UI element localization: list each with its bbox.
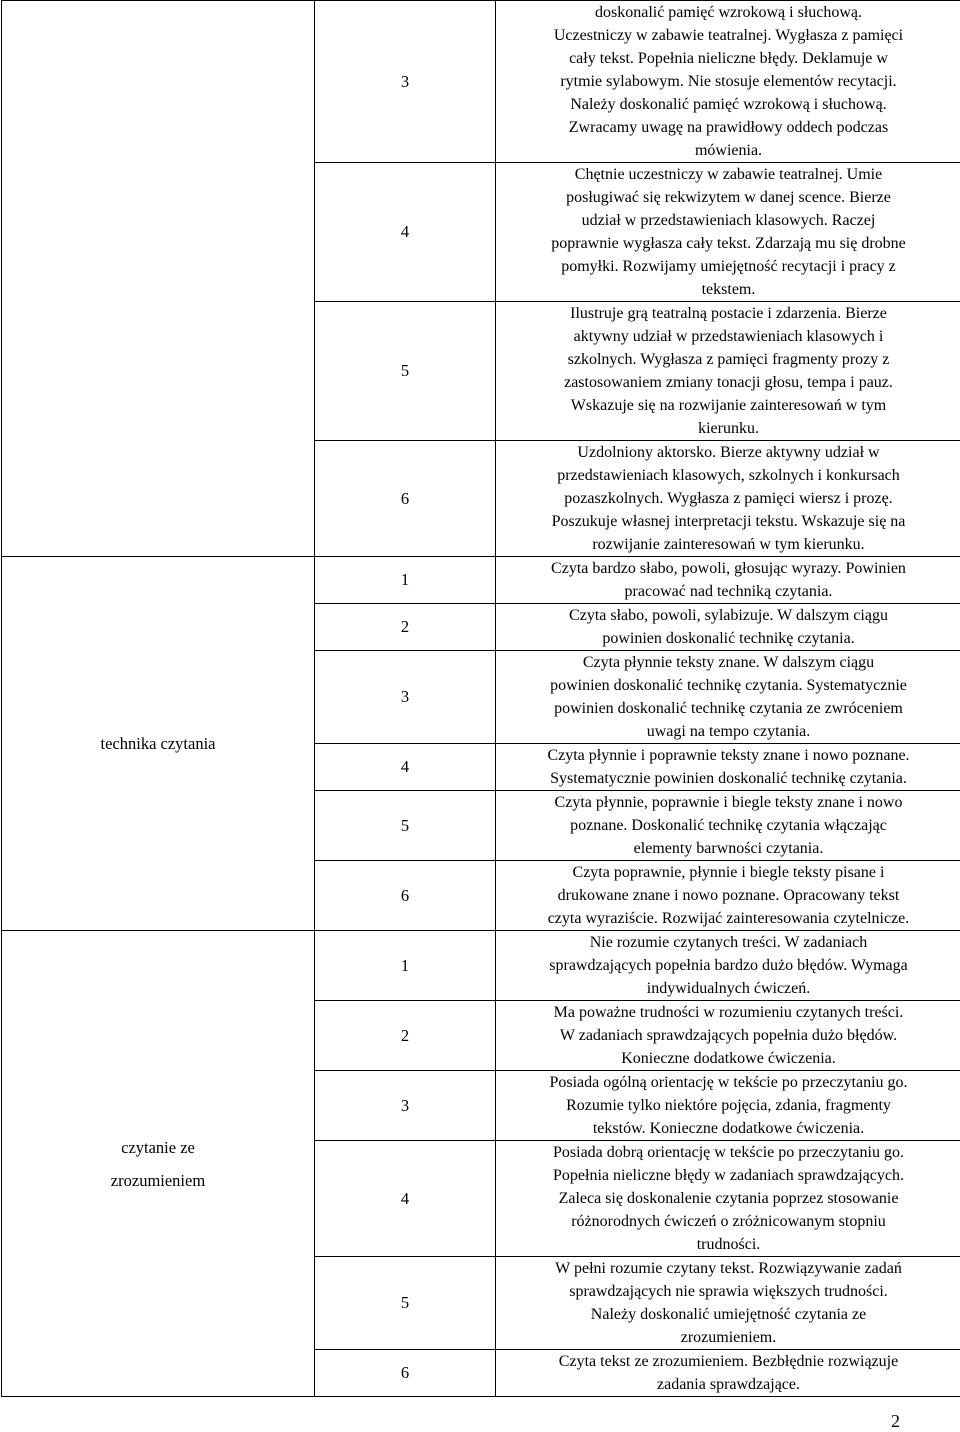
description-line: udział w przedstawieniach klasowych. Raczej [581, 212, 876, 229]
description-line: powinien doskonalić technikę czytania. [602, 630, 855, 647]
description-line: drukowane znane i nowo poznane. Opracowany tekst [557, 887, 900, 904]
description-line: zadania sprawdzające. [656, 1376, 800, 1393]
description-cell [496, 1, 960, 163]
grade-cell: 6 [315, 1350, 496, 1397]
description-cell [496, 1257, 960, 1350]
description-cell [496, 1001, 960, 1071]
description-line: Nie rozumie czytanych treści. W zadaniach [589, 934, 868, 951]
description-line: pracować nad techniką czytania. [624, 583, 833, 600]
grade-cell: 3 [315, 1071, 496, 1141]
grade-cell: 5 [315, 302, 496, 441]
description-line: Zwracamy uwagę na prawidłowy oddech podczas [568, 119, 889, 136]
description-line: Uzdolniony aktorsko. Bierze aktywny udział w [577, 444, 880, 461]
description-line: elementy barwności czytania. [633, 840, 824, 857]
description-line: mówienia. [694, 142, 763, 159]
description-line: Wskazuje się na rozwijanie zainteresowań w tym [570, 397, 887, 414]
grade-cell: 5 [315, 1257, 496, 1350]
description-line: poznane. Doskonalić technikę czytania włączając [570, 817, 887, 834]
description-line: Systematycznie powinien doskonalić technikę czytania. [550, 770, 907, 787]
description-line: tekstem. [701, 281, 756, 298]
grade-cell: 5 [315, 791, 496, 861]
description-cell [496, 651, 960, 744]
description-line: rytmie sylabowym. Nie stosuje elementów recytacji. [560, 73, 897, 90]
description-line: Należy doskonalić pamięć wzrokową i słuchową. [570, 96, 887, 113]
description-line: Ilustruje grą teatralną postacie i zdarzenia. Bierze [570, 305, 887, 322]
grade-cell: 4 [315, 744, 496, 791]
description-line: Poszukuje własnej interpretacji tekstu. Wskazuje się na [551, 513, 906, 530]
description-line: Chętnie uczestniczy w zabawie teatralnej. Umie [574, 166, 883, 183]
description-line: Czyta tekst ze zrozumieniem. Bezbłędnie rozwiązuje [558, 1353, 899, 1370]
description-line: Czyta bardzo słabo, powoli, głosując wyrazy. Powinien [551, 560, 906, 577]
description-line: czyta wyraziście. Rozwijać zainteresowania czytelnicze. [547, 910, 910, 927]
category-cell [2, 931, 315, 1397]
description-cell [496, 931, 960, 1001]
table-body [2, 1, 960, 1397]
description-line: zrozumieniem. [680, 1329, 777, 1346]
description-line: Należy doskonalić umiejętność czytania ze [590, 1306, 867, 1323]
category-cell-empty [2, 1, 315, 557]
description-line: Czyta słabo, powoli, sylabizuje. W dalszym ciągu [569, 607, 888, 624]
grade-cell: 1 [315, 557, 496, 604]
description-cell [496, 557, 960, 604]
description-cell [496, 441, 960, 557]
description-line: cały tekst. Popełnia nieliczne błędy. Deklamuje w [569, 50, 888, 67]
description-cell [496, 861, 960, 931]
description-line: tekstów. Konieczne dodatkowe ćwiczenia. [592, 1120, 865, 1137]
grade-cell: 6 [315, 861, 496, 931]
description-cell [496, 791, 960, 861]
description-line: pozaszkolnych. Wygłasza z pamięci wiersz i prozę. [564, 490, 893, 507]
description-line: szkolnych. Wygłasza z pamięci fragmenty prozy z [567, 351, 890, 368]
description-cell [496, 1071, 960, 1141]
description-cell [496, 302, 960, 441]
description-line: W pełni rozumie czytany tekst. Rozwiązywanie zadań [555, 1260, 902, 1277]
description-line: aktywny udział w przedstawieniach klasowych i [573, 328, 884, 345]
grade-cell: 2 [315, 1001, 496, 1071]
description-line: Czyta płynnie teksty znane. W dalszym ciągu [582, 654, 875, 671]
description-line: poprawnie wygłasza cały tekst. Zdarzają mu się drobne [551, 235, 906, 252]
description-line: sprawdzających nie sprawia większych trudności. [569, 1283, 888, 1300]
grade-cell: 2 [315, 604, 496, 651]
grade-cell: 3 [315, 651, 496, 744]
table-row [2, 557, 960, 604]
description-line: Rozumie tylko niektóre pojęcia, zdania, fragmenty [566, 1097, 891, 1114]
description-line: sprawdzających popełnia bardzo dużo błędów. Wymaga [549, 957, 908, 974]
grade-cell: 4 [315, 1141, 496, 1257]
description-line: uwagi na tempo czytania. [646, 723, 811, 740]
description-line: doskonalić pamięć wzrokową i słuchową. [594, 4, 863, 21]
description-line: kierunku. [698, 420, 759, 437]
description-line: Popełnia nieliczne błędy w zadaniach sprawdzających. [553, 1167, 904, 1184]
description-line: Posiada ogólną orientację w tekście po przeczytaniu go. [549, 1074, 908, 1091]
description-cell [496, 1350, 960, 1397]
grade-cell: 1 [315, 931, 496, 1001]
category-line: czytanie ze [121, 1137, 195, 1157]
description-line: powinien doskonalić technikę czytania ze zwróceniem [554, 700, 903, 717]
description-line: Czyta płynnie, poprawnie i biegle teksty znane i nowo [554, 794, 903, 811]
description-line: powinien doskonalić technikę czytania. Systematycznie [550, 677, 907, 694]
grade-cell: 3 [315, 1, 496, 163]
description-line: Posiada dobrą orientację w tekście po przeczytaniu go. [553, 1144, 904, 1161]
table-row [2, 1, 960, 163]
description-line: pomyłki. Rozwijamy umiejętność recytacji i pracy z [561, 258, 896, 275]
category-cell: technika czytania [2, 557, 315, 931]
description-line: Uczestniczy w zabawie teatralnej. Wygłasza z pamięci [553, 27, 904, 44]
description-line: posługiwać się rekwizytem w danej scence. Bierze [566, 189, 891, 206]
description-line: W zadaniach sprawdzających popełnia dużo błędów. [559, 1027, 898, 1044]
description-line: Zaleca się doskonalenie czytania poprzez stosowanie [558, 1190, 899, 1207]
description-line: Czyta poprawnie, płynnie i biegle teksty pisane i [572, 864, 885, 881]
table-row [2, 931, 960, 1001]
description-line: zastosowaniem zmiany tonacji głosu, tempa i pauz. [564, 374, 893, 391]
page-number: 2 [891, 1411, 900, 1431]
grade-cell: 6 [315, 441, 496, 557]
description-cell [496, 163, 960, 302]
description-line: trudności. [696, 1236, 761, 1253]
description-line: Ma poważne trudności w rozumieniu czytanych treści. [553, 1004, 904, 1021]
description-line: przedstawieniach klasowych, szkolnych i konkursach [557, 467, 900, 484]
category-line: zrozumieniem [110, 1170, 206, 1190]
description-line: Czyta płynnie i poprawnie teksty znane i nowo poznane. [547, 747, 910, 764]
grading-criteria-table [1, 0, 960, 1397]
description-line: Konieczne dodatkowe ćwiczenia. [621, 1050, 836, 1067]
grade-cell: 4 [315, 163, 496, 302]
description-cell [496, 604, 960, 651]
description-line: różnorodnych ćwiczeń o zróżnicowanym stopniu [571, 1213, 886, 1230]
description-cell [496, 1141, 960, 1257]
description-line: rozwijanie zainteresowań w tym kierunku. [592, 536, 865, 553]
description-line: indywidualnych ćwiczeń. [646, 980, 811, 997]
description-cell [496, 744, 960, 791]
